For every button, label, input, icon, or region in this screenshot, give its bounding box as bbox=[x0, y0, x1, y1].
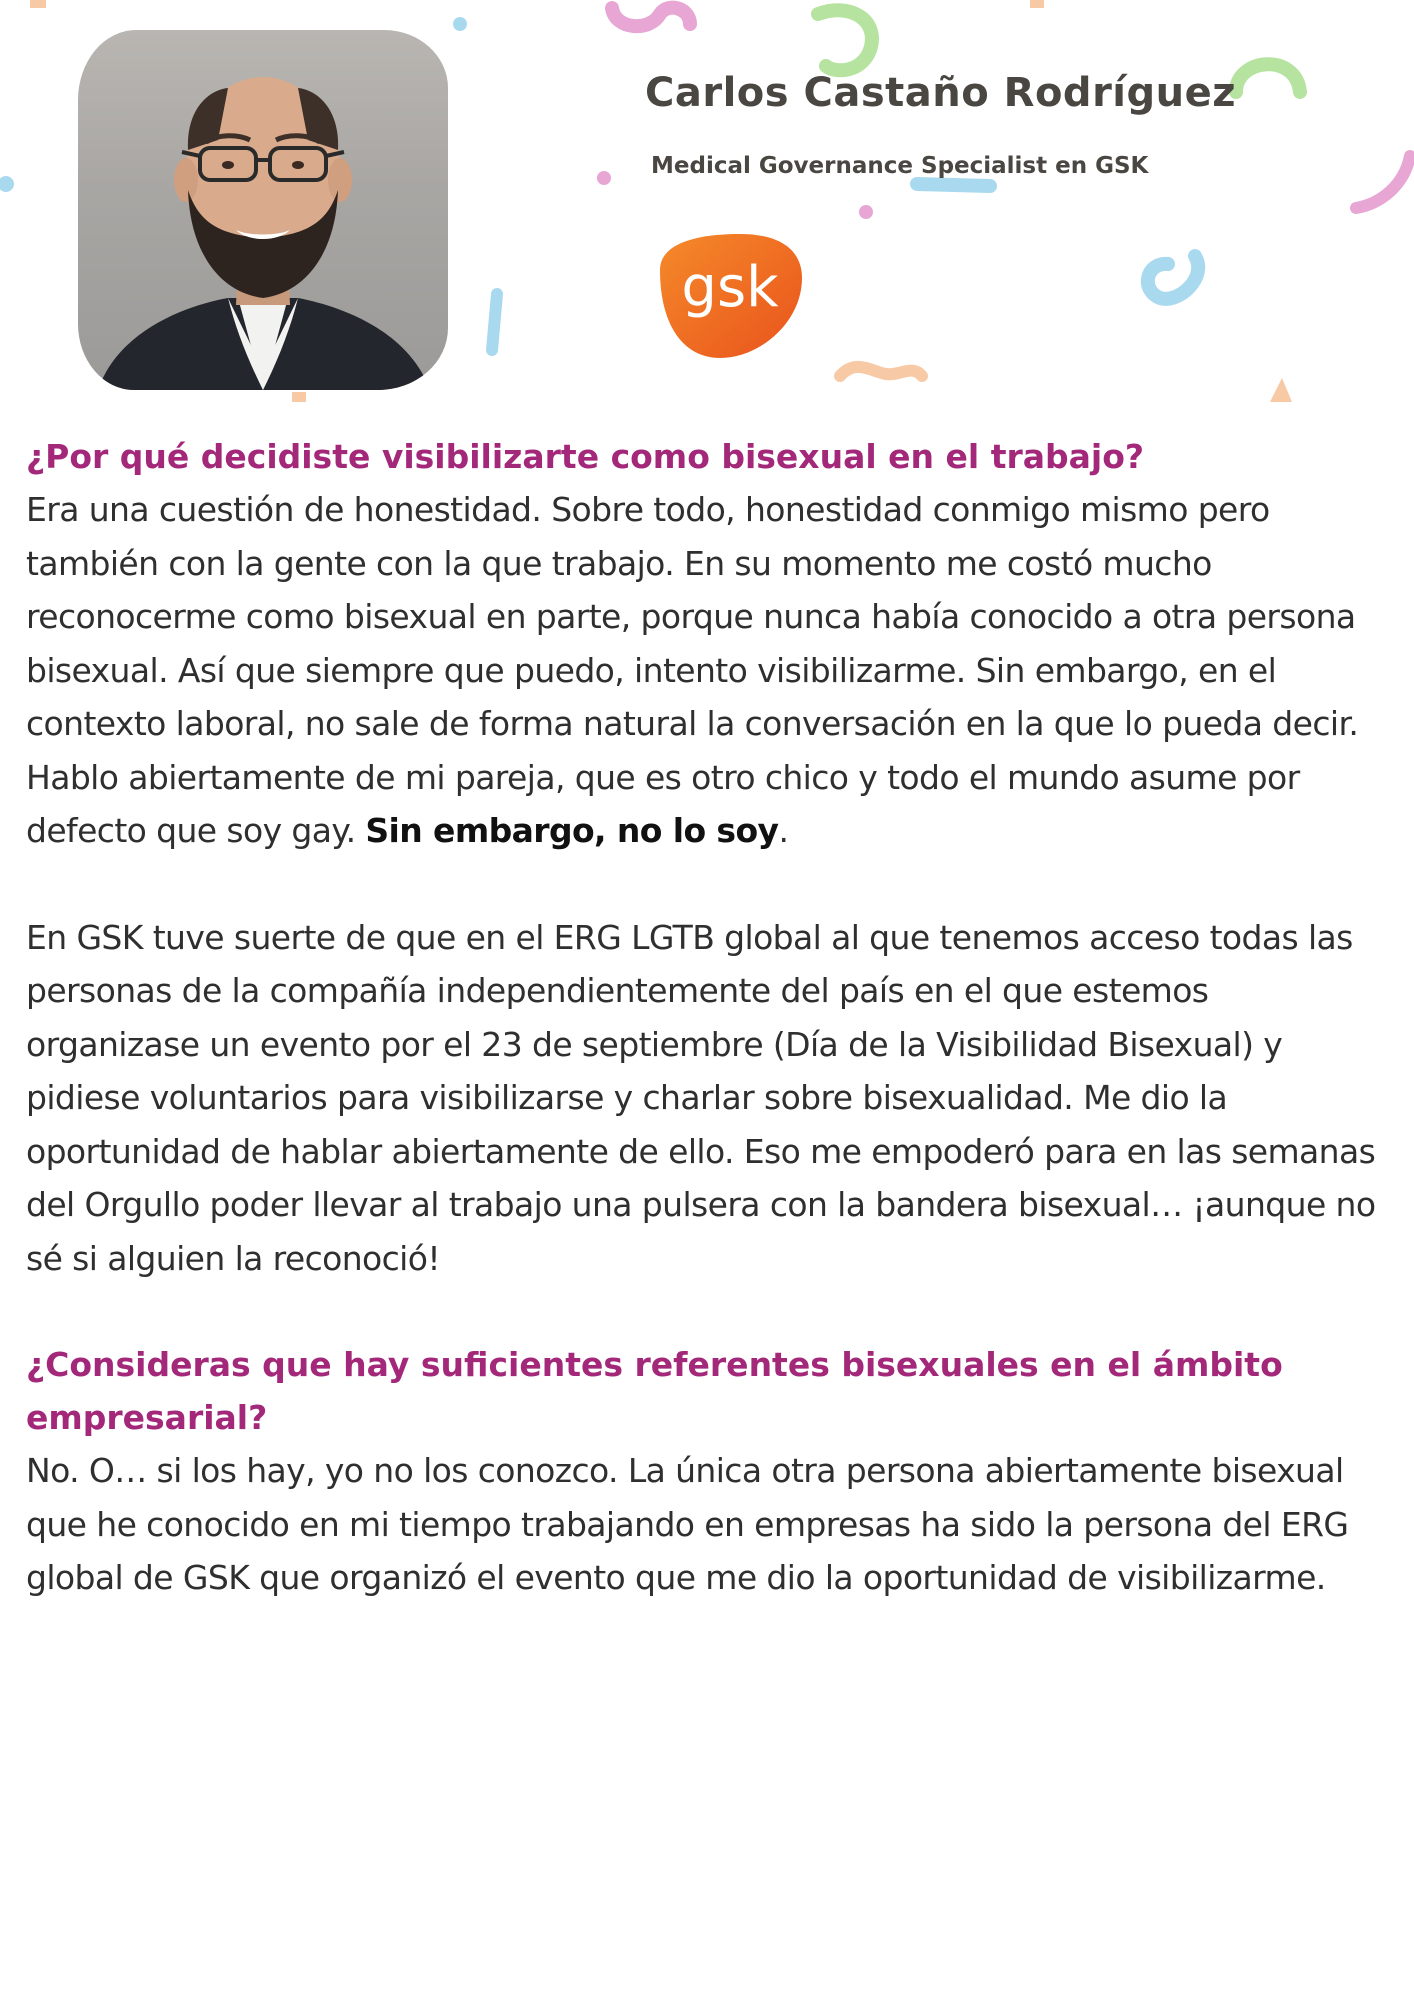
person-name: Carlos Castaño Rodríguez bbox=[645, 70, 1237, 116]
gsk-logo-icon bbox=[650, 230, 805, 362]
paragraph-spacer bbox=[26, 858, 1390, 911]
person-photo-icon bbox=[78, 30, 448, 390]
logo-text: gsk bbox=[681, 255, 779, 320]
answer-2: No. O… si los hay, yo no los conozco. La única otra persona abiertamente bisexual que he conocido en mi tiempo trabajando en empresas ha sido la persona del ERG global de GSK que organizó el evento que me dio la oportunidad de visibilizarme. bbox=[26, 1451, 1349, 1597]
paragraph-spacer bbox=[26, 1285, 1390, 1338]
answer-1-paragraph-2: En GSK tuve suerte de que en el ERG LGTB global al que tenemos acceso todas las personas de la compañía independientemente del país en el que estemos organizase un evento por el 23 de septiembre (Día de la Visibilidad Bisexual) y pidiese voluntarios para visibilizarse y charlar sobre bisexualidad. Me dio la oportunidad de hablar abiertamente de ello. Eso me empoderó para en las semanas del Orgullo poder llevar al trabajo una pulsera con la bandera bisexual… ¡aunque no sé si alguien la reconoció! bbox=[26, 917, 1376, 1278]
answer-1-end: . bbox=[778, 811, 789, 850]
answer-1-text: Era una cuestión de honestidad. Sobre todo, honestidad conmigo mismo pero también con la gente con la que trabajo. En su momento me costó mucho reconocerme como bisexual en parte, porque nunca había conocido a otra persona bisexual. Así que siempre que puedo, intento visibilizarme. Sin embargo, en el contexto laboral, no sale de forma natural la conversación en la que lo pueda decir. Hablo abiertamente de mi pareja, que es otro chico y todo el mundo asume por defecto que soy gay. bbox=[26, 490, 1359, 850]
person-role: Medical Governance Specialist en GSK bbox=[651, 153, 1149, 179]
gsk-logo bbox=[650, 230, 805, 362]
interview-content bbox=[26, 430, 1390, 1605]
profile-photo bbox=[78, 30, 448, 390]
question-2: ¿Consideras que hay suficientes referentes bisexuales en el ámbito empresarial? bbox=[26, 1345, 1283, 1437]
answer-1 bbox=[26, 483, 1390, 858]
answer-1-emphasis: Sin embargo, no lo soy bbox=[365, 811, 779, 850]
question-1: ¿Por qué decidiste visibilizarte como bisexual en el trabajo? bbox=[26, 437, 1145, 476]
